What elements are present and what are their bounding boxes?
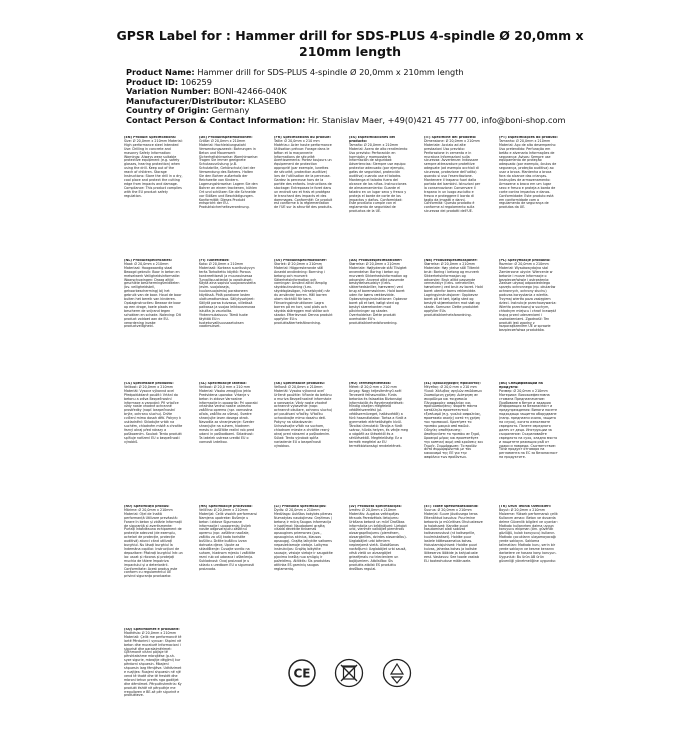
spec-heading: (ET) Toote spetsifikatsioonid: [424, 505, 479, 508]
meta-value: Germany [211, 105, 250, 116]
spec-block [274, 259, 333, 376]
spec-heading: (SQ) Specifikimet e produktit: [124, 628, 180, 631]
spec-heading: (BG) Спецификации на продукта: [499, 382, 543, 389]
spec-block [499, 505, 558, 622]
spec-text: Tamaño: Ø 20,0mm x 210mm Material: Acero de alto rendimiento Uso previsto: Perforación en hormigón y mampostería Información de seguridad: Advertencias: Siempre use equipo protector adecuado (por ejemplo, gafas de seguridad, protección auditiva) cuando use el taladro. Mantenga el taladro fuera del alcance de los niños. Instrucciones de almacenamiento: Guarde el taladro en un lugar seco y fresco y proteja el borde de corte de los impactos y daños. Conformidad: Este producto cumple con el reglamento de seguridad de productos de la UE. [349, 142, 408, 214]
spec-heading: (ES) Especificaciones del producto: [349, 136, 396, 143]
spec-heading: (LV) Produkta specifikācijas: [349, 505, 402, 508]
spec-block [124, 505, 183, 622]
spec-text: Rozmiar: Ø 20,0mm x 210mm Materiał: Wysokowydajna stal Zamierzone użycie: Wiercenie w betonie i murze Informacje o bezpieczeństwie i ostrzeżenia: Zawsze używaj odpowiedniego sprzętu ochronnego (np. okularów ochronnych, ochrony słuchu) podczas korzystania z wiertła. Trzymaj wiertło poza zasięgiem dzieci. Instrukcje przechowywania: Wiertło przechowuj w suchym, chłodnym miejscu i chroń krawędź tnącą przed uderzeniami i uszkodzeniami. Zgodność: Ten produkt jest zgodny z rozporządzeniem UE w sprawie bezpieczeństwa produktów. [499, 261, 557, 333]
spec-block [424, 382, 483, 499]
spec-text: Veličina: Ø 20,0mm x 210mm Materijal: Čelik visokih performansi Namjena upotrebe: Bušenje u beton i zidove Sigurnosne informacije i upozorenja: Uvijek nosite odgovarajuću zaštitnu opremu (npr. zaštitne naočale, zaštitu za uši) kada koristite bušilicu. Držite bušilicu izvan dohvata djece. Upute za skladištenje: Čuvajte svrdlo na suhom, hladnom mjestu i zaštitite rezni rub od udaraca i oštećenja. Sukladnost: Ovaj proizvod je u skladu s uredbom EU o sigurnosti proizvoda. [199, 507, 258, 571]
spec-heading: (CS) Specifikace produktu: [124, 382, 174, 385]
spec-block [499, 136, 558, 253]
spec-heading: (NL) Productspecificaties: [124, 259, 173, 262]
meta-key: Product Name: [126, 67, 195, 77]
spec-heading: (DA) Produktspecifikationer: [349, 259, 403, 262]
spec-text: Maat: Ø 20,0mm x 210mm Materiaal: Hoogwaardig staal Beoogd gebruik: Boor in beton en metselwerk Veiligheidsinformatie: Waarschuwingen: Draag altijd geschikte beschermingsmiddelen (bv. veiligheidsbril, gehoorbescherming) bij het gebruik van de boor. Houd de boor buiten het bereik van kinderen. Opslaginstructies: Bewaar de boor op een droge, koele plaats en bescherm de snijrand tegen schokken en schade. Naleving: Dit product voldoet aan de EU-verordening inzake productveiligheid. [124, 261, 182, 329]
spec-heading: (EL) Προδιαγραφές προϊόντος: [424, 382, 481, 385]
spec-heading: (IT) Specifiche del prodotto: [424, 136, 477, 139]
spec-block [124, 259, 183, 376]
spec-block [349, 136, 408, 253]
spec-block [124, 382, 183, 499]
spec-text: Størrelse: Ø 20,0mm x 210mm Materiale: Højtydende stål Tilsigtet anvendelse: Boring i beton og murværk Sikkerhedsinformation og advarsler: Anvend altid passende beskyttelsesudstyr (f.eks. sikkerhedsbriller, høreværn) ved brug af boremaskinen. Hold boret uden for børns rækkevidde. Opbevaringsinstruktioner: Opbevar boret på et tørt, køligt sted og beskyt skærekanten mod påvirkninger og skader. Overholdelse: Dette produkt overholder EU's produktsikkerhedsforordning. [349, 261, 408, 325]
spec-text: Dimensione: Ø 20,0mm x 210mm Materiale: Acciaio ad alte prestazioni Uso previsto: Perforazione in cemento e in muratura Informazioni sulla sicurezza: Avvertenze: Indossare sempre attrezzature protettive adeguate (ad esempio occhiali di sicurezza, protezione dell'udito) quando si usa l'esercitazione. Mantenere il trapano fuori dalla portata dei bambini. Istruzioni per la conservazione: Conservare il trapano in un luogo asciutto e fresco e proteggere il bordo di taglio da impatti e danni. Conformità: Questo prodotto è conforme al regolamento sulla sicurezza dei prodotti dell'UE. [424, 138, 481, 214]
meta-value: Hammer drill for SDS-PLUS 4-spindle Ø 20,0mm x 210mm length [197, 67, 464, 77]
spec-text: Izmērs: Ø 20,0mm x 210mm Materiāls: Augstas veiktspējas tērauds Paredzētais lietojums: Urbšana betonā un mūrī Drošības informācija un brīdinājumi: Lietojot urbi, vienmēr valkājiet piemērotu aizsargaprīkojumu (piemēram, aizsargbrilles, dzirdes aizsardzību). Uzglabājiet urbi bērniem nepieejamā vietā. Glabāšanas norādījumi: Uzglabājiet urbi sausā, vēsā vietā un aizsargājiet griezējmalu no triecieniem un bojājumiem. Atbilstība: Šis produkts atbilst ES produktu drošības regulai. [349, 507, 407, 571]
meta-key: Contact Person & Contact Information: [126, 114, 306, 125]
spec-heading: (SL) Specifikacije izdelka: [199, 382, 247, 385]
spec-heading: (FI) Tuotetiedot: [199, 259, 230, 262]
meta-value: Hr. Stanislav Maer, +49(0)421 45 777 00, info@boni-shop.com [308, 114, 566, 125]
spec-text: Méret: Ø 20,0 mm x 210 mm Anyag: Nagy teljesítményű acél Tervezett felhasználás: Fúrás betonba és falazatba Biztonsági információk és figyelmeztetések: Mindig viseljen megfelelő védőfelszerelést (pl. védőszemüveget, hallásvédőt) a fúró használatakor. Tartsa a fúrót a gyermekek elérhetőségén kívül. Tárolási útmutató: Tárolja a fúrót száraz, hűvös helyen, és védje meg a vágóélt az ütésektől és a sérülésektől. Megfelelőség: Ez a termék megfelel az EU termékbiztonsági rendeletének. [349, 384, 408, 448]
language-spec-grid [124, 136, 571, 698]
spec-block [199, 259, 258, 376]
spec-heading: (PL) Specyfikacje produktu: [499, 259, 551, 262]
meta-key: Country of Origin: [126, 105, 210, 116]
spec-block [424, 259, 483, 376]
spec-block [349, 505, 408, 622]
spec-block [274, 505, 333, 622]
compliance-marks [270, 657, 430, 691]
spec-heading: (DE) Produktspezifikationen: [199, 136, 253, 139]
spec-block [349, 259, 408, 376]
spec-text: Boyut: Ø 20,0mm x 210mm Malzeme: Yüksek performanslı çelik Kullanım amacı: Beton ve duvarda delme Güvenlik bilgileri ve uyarılar: Matkabı kullanırken daima uygun koruyucu ekipman (örn. güvenlik gözlüğü, kulak koruyucu) kullanın. Matkabı çocukların ulaşamayacağı yerde saklayın. Saklama talimatları: Matkabı kuru, serin bir yerde saklayın ve kesme kenarını darbelere ve hasara karşı koruyun. Uygunluk: Bu ürün AB ürün güvenliği yönetmeliğine uygundur. [499, 507, 558, 563]
spec-text: Størrelse: Ø 20,0mm x 210mm Materiale: Høy ytelse stål Tiltenkt bruk: Boring i betong og murverk Sikkerhetsinformasjon og advarsler: Bruk alltid passende verneutstyr (f.eks. vernebriller, hørselvern) ved bruk av boret. Hold boret utenfor barns rekkevidde. Lagringsinstruksjoner: Oppbevar boret på et tørt, kjølig sted og beskytt skjærekanten mot støt og skade. Samsvar: Dette produktet oppfyller EUs produktsikkerhetsforordning. [424, 261, 483, 317]
ce-mark-text: CE [293, 666, 311, 681]
spec-text: Madhësia: Ø 20,0mm x 210mm Materiali: Çelik me performancë të lartë Përdorimi i synuar: Shpimi në beton dhe muraturë Informacioni i sigurisë dhe paralajmërimet: Gjithmonë vishni pajisje të përshtatshme mbrojtëse (p.sh. syze sigurie, mbrojtje dëgjimi) kur përdorni shpuesin. Mbajeni shpuesin larg fëmijëve. Udhëzimet e ruajtjes: Ruajeni shpuesin në një vend të thatë dhe të freskët dhe mbroni tehun prerës nga goditjet dhe dëmtimet. Përputhshmëria: Ky produkt është në përputhje me rregulloren e BE-së për sigurinë e produkteve. [124, 630, 182, 698]
spec-block [424, 505, 483, 622]
spec-block [349, 382, 408, 499]
spec-heading: (SV) Produktspecifikationer: [274, 259, 327, 262]
spec-block [199, 505, 258, 622]
spec-block [424, 136, 483, 253]
spec-text: Tamanho: Ø 20,0mm x 210mm Material: Aço de alto desempenho Uso pretendido: Perfuração em betão e alvenaria Informações de segurança: Avisos: Sempre use equipamento de proteção adequado (por exemplo, óculos de segurança, proteção auditiva) ao usar a broca. Mantenha a broca fora do alcance das crianças. Instruções de armazenamento: Armazene a broca em um lugar seco e fresco e proteja a borda de corte contra impactos e danos. Conformidade: Este produto está em conformidade com o regulamento de segurança de produtos da UE. [499, 138, 557, 210]
spec-heading: (PT) Especificações do produto: [499, 136, 558, 139]
meta-key: Product ID: [126, 76, 179, 87]
spec-heading: (TR) Ürün Teknik Özellikleri: [499, 505, 552, 508]
spec-text: Velikost: Ø 20,0mm x 210mm Materiál: Vysoce výkonná ocel Předpokládané použití: Vrtání do betonu a zdiva Bezpečnostní informace a varování: Při vrtačce vždy noste vhodné ochranné prostředky (např. bezpečnostní brýle, ochranu sluchu). Držte cvičení mimo dosah dětí. Pokyny k uskladnění: Skladujte vrták na suchém, chladném místě a chraňte řezný okraj před nárazy a poškozením. Soulad: Tento produkt splňuje nařízení EU o bezpečnosti výrobků. [124, 384, 183, 444]
spec-text: Koko: Ø 20,0mm x 210mm Materiaali: Korkean suorituskyvyn teräs Tarkoitettu käyttö: Poraus konkreettisesti ja muurauksessa Turvallisuustiedot ja varoitukset: Käytä aina sopivia suojavarusteita (esim. suojalaseja, kuulonsuojaimia) porakoneen käytössä. Pidä porakone lasten ulottumattomissa. Säilytysohjeet: Säilytä poraa kuivassa, viileässä paikassa ja suojaa leikkausreunaa iskuilta ja vaurioilta. Yhdenmukaisuus: Tämä tuote täyttää EU:n tuoteturvallisuusasetuksen vaatimukset. [199, 261, 256, 329]
meta-value: BONI-42466-040K [213, 86, 287, 97]
spec-text: Storlek: Ø 20,0mm x 210mm Material: Högpresterande stål Avsedd användning: Borrning i betong och murverk Säkerhetsinformation och varningar: Använd alltid lämplig skyddsutrustning (t.ex. skyddsglasögon, hörselskydd) när du använder borren. Håll borren utom räckhåll för barn. Förvaringsinstruktioner: Lagra borren på en torr, sval plats och skydda skäreggen mot stötar och skador. Efterlevnad: Denna produkt uppfyller EU:s produktsäkerhetsförordning. [274, 261, 333, 325]
spec-block [124, 136, 183, 253]
spec-text: Größe: Ø 20,0mm x 210mm Material: Hochleistungsstahl Verwendungszweck: Bohrungen in Beton und Mauerwerk Sicherheitshinweise: Warnhinweise: Tragen Sie immer geeignete Schutzausrüstung (z.B. Schutzbrille, Gehörschutz) bei der Verwendung des Bohrers. Halten Sie den Bohrer außerhalb der Reichweite von Kindern. Lagerungshinweise: Lagern Sie den Bohrer an einem trockenen, kühlen Ort und schützen Sie die Schneide vor Stößen und Beschädigungen. Konformität: Dieses Produkt entspricht der EU-Produktsicherheitsverordnung. [199, 138, 258, 210]
crossed-out-wheelie-bin-icon [334, 658, 364, 688]
spec-block [274, 136, 333, 253]
spec-text: Velikost: Ø 20,0 mm x 210 mm Material: Visoko zmogljivo jeklo Predvidena uporaba: Vrtanje v beton in zidove Varnostne informacije in opozorila: Pri uporabi vrtalnika vedno nosite ustrezno zaščitno opremo (npr. varnostna očala, zaščito za ušesa). Svedre shranjujte izven dosega otrok. Navodila za shranjevanje: Sveder shranjujte na suhem, hladnem mestu in zaščitite rezilni rob pred udarci in poškodbami. Skladnost: Ta izdelek ustreza uredbi EU o varnosti izdelkov. [199, 384, 258, 444]
spec-block [274, 382, 333, 499]
spec-block [499, 259, 558, 376]
meta-key: Variation Number: [126, 86, 211, 97]
spec-block [199, 136, 258, 253]
spec-text: Veľkosť: Ø 20,0mm x 210mm Materiál: Vysoko výkonná oceľ Určené použitie: Vŕtanie do betónu a muriva Bezpečnostné informácie a varovania: Vždy noste vhodné ochranné vybavenie (napr. ochranné okuliare, ochranu sluchu) pri používaní vŕtačky. Vŕtačku uchovávajte mimo dosahu detí. Pokyny na skladovanie: Uchovávajte vŕták na suchom, chladnom mieste a chráňte rezný okraj pred nárazmi a poškodením. Súlad: Tento výrobok spĺňa nariadenie EÚ o bezpečnosti výrobkov. [274, 384, 333, 448]
meta-key: Manufacturer/Distributor: [126, 95, 246, 106]
spec-heading: (HU) Termékjellemzők: [349, 382, 392, 385]
meta-value: 106259 [180, 76, 212, 87]
spec-text: Μέγεθος: Ø 20,0 mm x 210 mm Υλικό: Χάλυβας υψηλών επιδόσεων Σκοπούμενη χρήση: Διάτρηση σε σκυρόδεμα και τοιχοποιία Πληροφορίες ασφαλείας και προειδοποιήσεις: Φοράτε πάντα κατάλληλο προστατευτικό εξοπλισμό (π.χ. γυαλιά ασφαλείας, προστασία ακοής) κατά τη χρήση του τρυπανιού. Κρατήστε το τρυπάνι μακριά από παιδιά. Οδηγίες αποθήκευσης: Αποθηκεύστε το τρυπάνι σε ξηρό, δροσερό μέρος και προστατέψτε την κοπτική ακμή από κρούσεις και ζημιές. Συμμόρφωση: Το προϊόν αυτό συμμορφώνεται με τον κανονισμό της ΕΕ για την ασφάλεια των προϊόντων. [424, 384, 483, 460]
spec-heading: (EN) Product Specifications: [124, 136, 177, 139]
spec-text: Dydis: Ø 20,0mm x 210mm Medžiaga: Aukštos kokybės plienas Numatytas naudojimas: Gręžimas į betoną ir mūrą Saugos informacija ir įspėjimai: Naudodami grąžtą visada dėvėkite tinkamas apsaugines priemones (pvz., apsauginius akinius, klausos apsaugą). Grąžtą laikykite vaikams nepasiekiamoje vietoje. Laikymo instrukcijos: Grąžtą laikykite sausoje, vėsioje vietoje ir saugokite pjovimo kraštą nuo smūgių ir pažeidimų. Atitiktis: Šis produktas atitinka ES gaminių saugos reglamentą. [274, 507, 333, 571]
spec-heading: (SK) Špecifikácie produktu: [274, 382, 325, 385]
spec-heading: (LT) Produkto specifikacijos: [274, 505, 327, 508]
spec-block [499, 382, 558, 499]
spec-text: Размер: Ø 20,0mm x 210mm Материал: Високоефективна стомана Предназначение: Пробиване в бетон и зидария Информация за безопасност и предупреждения: Винаги носете подходящо защитно оборудване (напр. предпазни очила, защита на слуха), когато използвате свредлото. Пазете свредлото далеч от деца. Инструкции за съхранение: Съхранявайте свредлото на сухо, хладно място и защитете режещия ръб от удари и повреди. Съответствие: Този продукт отговаря на регламента на ЕС за безопасност на продуктите. [499, 388, 558, 460]
spec-text: Size: Ø 20,0mm x 210mm Material: High performance steel Intended Use: Drilling in concrete and masonry Safety Information: Warnings: Always wear suitable protective equipment (e.g. safety glasses, hearing protection) when using the drill. Keep out of the reach of children. Storage Instructions: Store the drill in a dry, cool place and protect the cutting edge from impacts and damage. Compliance: This product complies with the EU product safety regulation. [124, 138, 183, 198]
ce-mark-icon [288, 659, 316, 687]
spec-text: Suurus: Ø 20,0mm x 210mm Materjal: Suure jõudlusega teras Ettenähtud kasutus: Puurimine betoonis ja müüritises Ohutusteave ja hoiatused: Kandke puuri kasutamisel alati sobivat kaitsevarustust (nt kaitseprille, kuulmiskaitset). Hoidke puur lastele kättesaamatus kohas. Hoiustamisjuhised: Hoidke puuri kuivas, jahedas kohas ja kaitske lõikeserva löökide ja kahjustuste eest. Vastavus: See toode vastab ELi tooteohutuse määrusele. [424, 507, 483, 563]
spec-block [124, 628, 183, 745]
product-meta [126, 68, 606, 126]
spec-text: Mărime: Ø 20,0mm x 210mm Material: Oțel de înaltă performanță Utilizare prevăzută: Forare în beton și zidărie Informații de siguranță și avertismente: Purtați întotdeauna echipament de protecție adecvat (de exemplu, ochelari de protecție, protecție auditivă) atunci când utilizați burghiul. Nu lăsați burghiul la îndemâna copiilor. Instrucțiuni de depozitare: Păstrați burghiul într-un loc uscat și răcoros și protejați muchia de tăiere împotriva impactului și a deteriorării. Conformitate: Acest produs este conform cu regulamentul UE privind siguranța produselor. [124, 507, 183, 579]
meta-row [126, 116, 606, 126]
label-title: GPSR Label for : Hammer drill for SDS-PLUS 4-spindle Ø 20,0mm x 210mm length [116, 28, 584, 59]
spec-heading: (NB) Produktspesifikasjoner: [424, 259, 478, 262]
spec-heading: (RO) Specificații produs: [124, 505, 170, 508]
spec-text: Taille: Ø 20,0mm x 210 mm Matériau: Acier haute performance Utilisation prévue: Forage dans le béton et la maçonnerie Informations de sécurité: Avertissements: Portez toujours un équipement de protection approprié (par exemple, lunettes de sécurité, protection auditive) lors de l'utilisation de la perceuse. Gardez la perceuse hors de la portée des enfants. Instructions de stockage: Entreposez le foret dans un endroit sec et frais et protégez le tranchant des impacts et des dommages. Conformité: Ce produit est conforme à la réglementation de l'UE sur la sécurité des produits. [274, 138, 333, 210]
spec-block [199, 382, 258, 499]
meta-value: KLASEBO [248, 95, 287, 106]
recycling-triman-icon [382, 658, 412, 688]
spec-heading: (FR) Spécifications du produit: [274, 136, 331, 139]
spec-heading: (HR) Specifikacije proizvoda: [199, 505, 253, 508]
